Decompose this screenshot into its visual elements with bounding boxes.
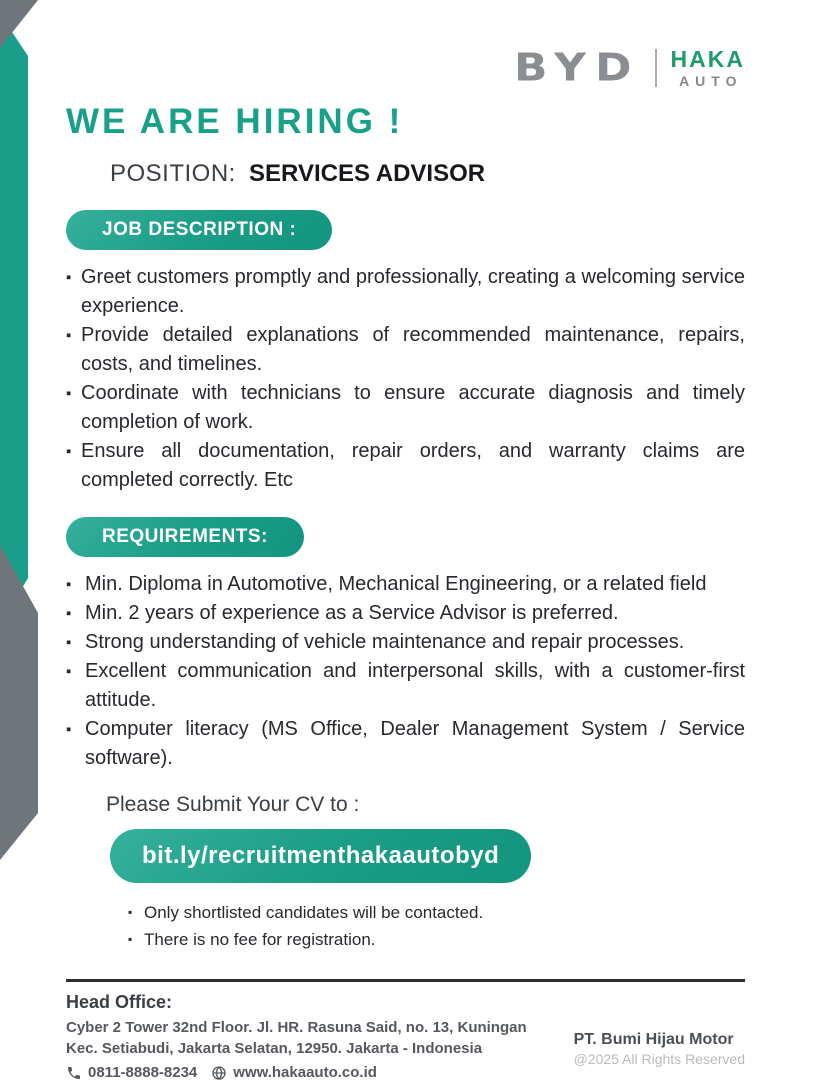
cv-link-button[interactable]: bit.ly/recruitmenthakaautobyd [110,829,531,883]
note-item: ▪ Only shortlisted candidates will be contacted. [128,899,745,926]
head-office-label: Head Office: [66,992,173,1012]
page-title: WE ARE HIRING ! [66,102,404,141]
list-item: ▪ Min. Diploma in Automotive, Mechanical Engineering, or a related field [66,570,745,599]
list-item: ▪ Strong understanding of vehicle maintenance and repair processes. [66,628,745,657]
phone-icon [66,1065,82,1081]
website-url[interactable]: www.hakaauto.co.id [233,1064,377,1081]
job-description-badge: JOB DESCRIPTION : [66,210,332,250]
footer [66,979,745,1081]
list-item: ▪ Computer literacy (MS Office, Dealer Management System / Service software). [66,715,745,773]
company-block [574,1031,745,1081]
list-item: ▪ Excellent communication and interpersonal skills, with a customer-first attitude. [66,657,745,715]
phone-number: 0811-8888-8234 [88,1064,198,1081]
header [66,0,745,92]
list-item: ▪ Coordinate with technicians to ensure accurate diagnosis and timely completion of work. [66,379,745,437]
byd-haka-auto-logo [514,44,745,92]
contact-row [66,1064,527,1081]
cv-submit-label: Please Submit Your CV to : [106,793,360,816]
copyright-text: @2025 All Rights Reserved [573,1051,745,1067]
company-name: PT. Bumi Hijau Motor [573,1031,734,1048]
head-office-block [66,992,527,1081]
list-item: ▪ Min. 2 years of experience as a Service Advisor is preferred. [66,599,745,628]
list-item: ▪ Greet customers promptly and professionally, creating a welcoming service experience. [66,263,745,321]
logo-divider [655,49,657,87]
auto-text: AUTO [679,73,743,89]
note-item: ▪ There is no fee for registration. [128,926,745,953]
requirements-badge: REQUIREMENTS: [66,517,304,557]
notes-list [128,899,745,953]
position-label: POSITION: [110,160,236,187]
requirements-list [66,570,745,773]
address-line-1: Cyber 2 Tower 32nd Floor. Jl. HR. Rasuna Said, no. 13, Kuningan [66,1019,527,1036]
job-description-list [66,263,745,495]
globe-icon [211,1065,227,1081]
list-item: ▪ Ensure all documentation, repair orders, and warranty claims are completed correctly. Etc [66,437,745,495]
position-line [110,160,745,188]
haka-auto-wordmark [671,48,745,88]
byd-logo-text: BYD [514,45,641,90]
haka-text: HAKA [670,46,745,72]
list-item: ▪ Provide detailed explanations of recommended maintenance, repairs, costs, and timelines. [66,321,745,379]
address-line-2: Kec. Setiabudi, Jakarta Selatan, 12950. Jakarta - Indonesia [66,1040,483,1057]
position-value: SERVICES ADVISOR [249,160,486,187]
